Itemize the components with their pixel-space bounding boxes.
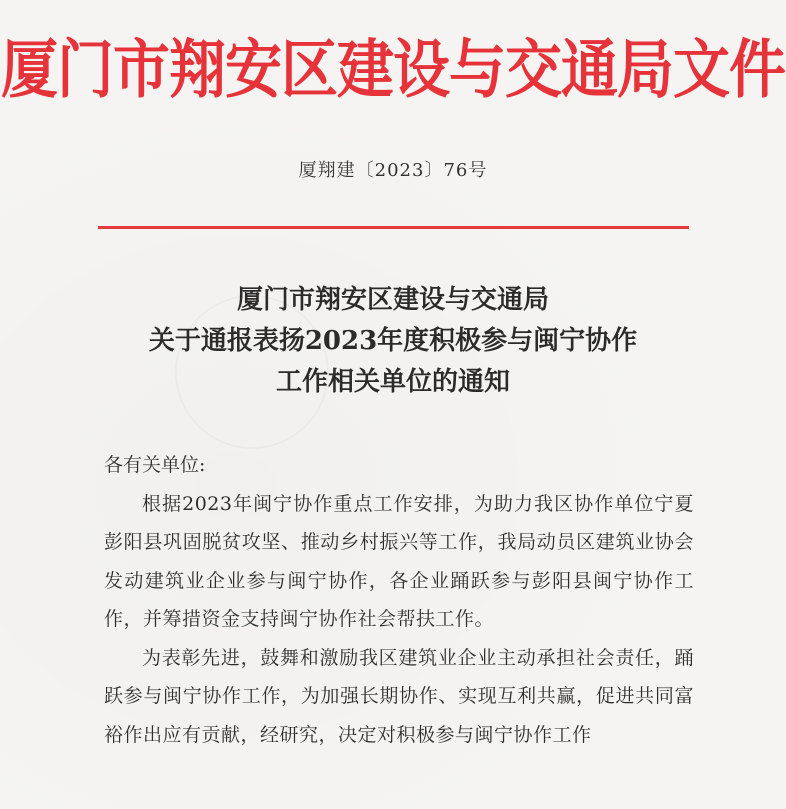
- paragraph-2: 为表彰先进，鼓舞和激励我区建筑业企业主动承担社会责任，踊跃参与闽宁协作工作，为加强长期协作、实现互利共赢，促进共同富裕作出应有贡献，经研究，决定对积极参与闽宁协作工作: [104, 646, 694, 746]
- title-line-2: 关于通报表扬2023年度积极参与闽宁协作: [148, 326, 638, 356]
- document-body: [104, 446, 694, 754]
- document-title: [0, 280, 786, 403]
- paragraph-1: 根据2023年闽宁协作重点工作安排，为助力我区协作单位宁夏彭阳县巩固脱贫攻坚、推动乡村振兴等工作，我局动员区建筑业协会发动建筑业企业参与闽宁协作，各企业踊跃参与彭阳县闽宁协作工作，并筹措资金支持闽宁协作社会帮扶工作。: [104, 492, 694, 630]
- title-line-3: 工作相关单位的通知: [275, 367, 510, 397]
- document-masthead: 厦门市翔安区建设与交通局文件: [1, 32, 785, 108]
- title-line-1: 厦门市翔安区建设与交通局: [236, 285, 549, 315]
- salutation: 各有关单位:: [104, 454, 206, 476]
- document-number: 厦翔建〔2023〕76号: [298, 160, 488, 181]
- red-divider-line: [98, 226, 689, 229]
